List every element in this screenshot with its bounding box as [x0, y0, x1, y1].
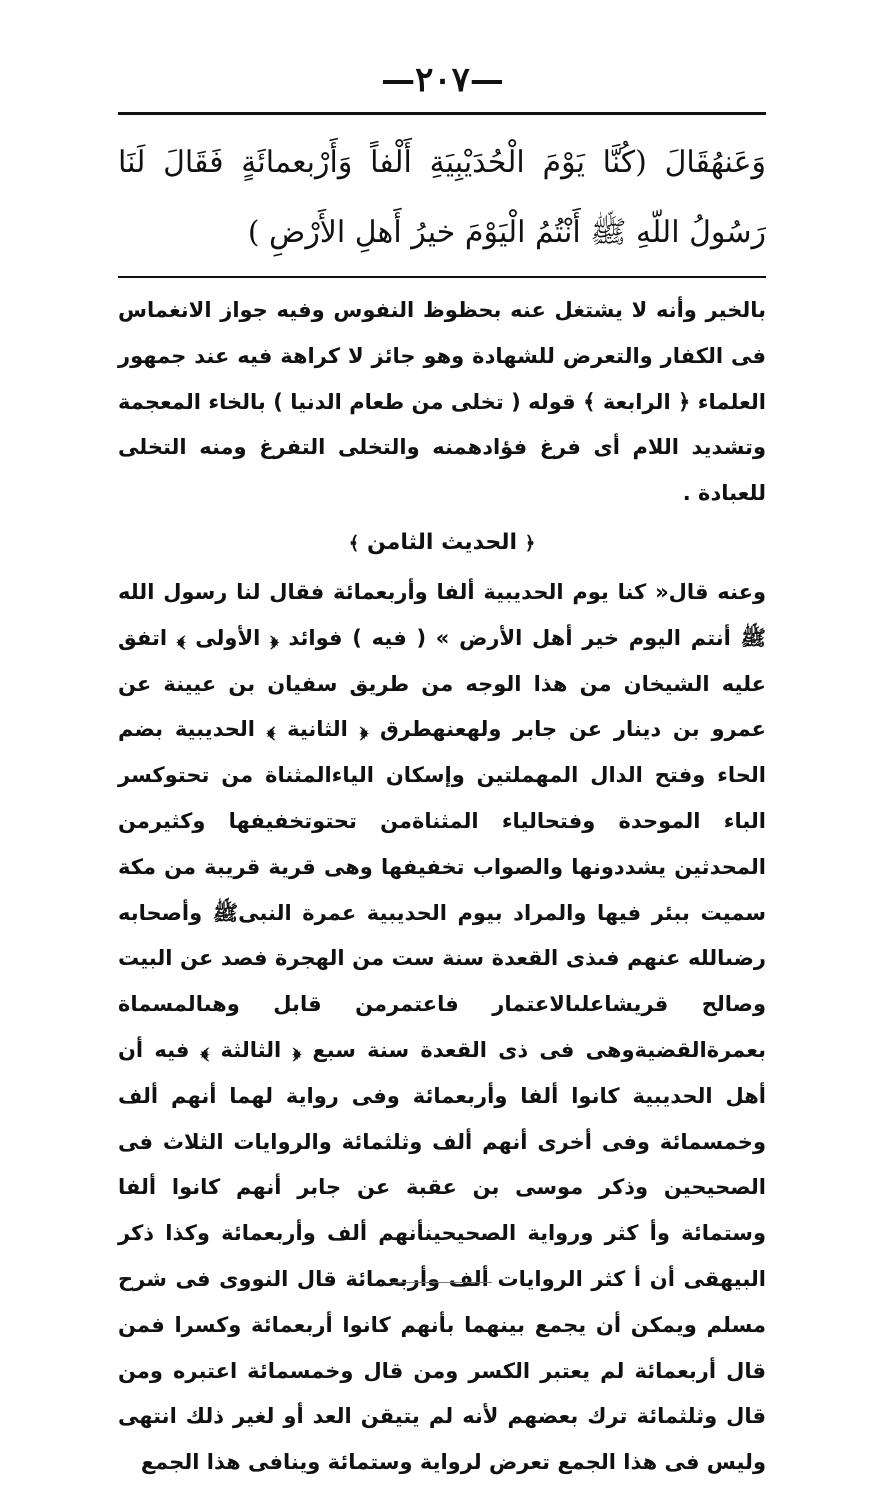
bottom-divider — [392, 1282, 492, 1283]
section-title: الحديث الثامن — [366, 529, 518, 555]
commentary-paragraph-1: بالخير وأنه لا يشتغل عنه بحظوظ النفوس وفيه جواز الانغماس فى الكفار والتعرض للشهادة وهو جائز لا كراهة فيه عند جمهور العلماء ﴿ الرابعة ﴾ قوله ( تخلى من طعام الدنيا ) بالخاء المعجمة وتشديد اللام أى فرغ فؤادهمنه والتخلى التفرغ ومنه التخلى للعبادة . — [118, 298, 766, 506]
ornament-right-icon: ﴿ — [524, 532, 536, 554]
page-number: —٢٠٧— — [381, 60, 504, 100]
top-divider — [118, 112, 766, 115]
commentary-paragraph-2: وعنه قال« كنا يوم الحديبية ألفا وأربعمائة فقال لنا رسول الله ﷺ أنتم اليوم خير أهل الأرض » ( فيه ) فوائد ﴿ الأولى ﴾ اتفق عليه الشيخان من هذا الوجه من طريق سفيان بن عيينة عن عمرو بن دينار عن جابر ولهعنهطرق ﴿ الثانية ﴾ الحديبية بضم الحاء وفتح الدال المهملتين وإسكان الياءالمثناة من تحتوكسر الباء الموحدة وفتحالياء المثناةمن تحتوتخفيفها وكثيرمن المحدثين يشددونها والصواب تخفيفها وهى قرية قريبة من مكة سميت ببئر فيها والمراد بيوم الحديبية عمرة النبىﷺ وأصحابه رضىالله عنهم فىذى القعدة سنة ست من الهجرة فصد عن البيت وصالح قريشاعلىالاعتمار فاعتمرمن قابل وهىالمسماة بعمرةالقضيةوهى فى ذى القعدة سنة سبع ﴿ الثالثة ﴾ فيه أن أهل الحديبية كانوا ألفا وأربعمائة وفى رواية لهما أنهم ألف وخمسمائة وفى أخرى أنهم ألف وثلثمائة والروايات الثلاث فى الصحيحين وذكر موسى بن عقبة عن جابر أنهم كانوا ألفا وستمائة وأ كثر ورواية الصحيحينأنهم ألف وأربعمائة وكذا ذكر البيهقى أن أ كثر الروايات ألف وأربعمائة قال النووى فى شرح مسلم ويمكن أن يجمع بينهما بأنهم كانوا أربعمائة وكسرا فمن قال أربعمائة لم يعتبر الكسر ومن قال وخمسمائة اعتبره ومن قال وثلثمائة ترك بعضهم لأنه لم يتيقن العد أو لغير ذلك انتهى وليس فى هذا الجمع تعرض لرواية وستمائة وينافى هذا الجمع — [118, 579, 766, 1475]
middle-divider — [118, 276, 766, 278]
ornament-left-icon: ﴾ — [348, 532, 360, 554]
section-heading — [118, 517, 766, 570]
commentary-body — [118, 288, 766, 1486]
hadith-text: وَعَنهُقَالَ (كُنَّا يَوْمَ الْحُدَيْبِيَةِ أَلْفاً وَأَرْبعمائَةٍ فَقَالَ لَنَا رَسُولُ اللّهِ ﷺ أَنْتُمُ الْيَوْمَ خيرُ أَهلِ الأَرْضِ ) — [118, 145, 766, 250]
